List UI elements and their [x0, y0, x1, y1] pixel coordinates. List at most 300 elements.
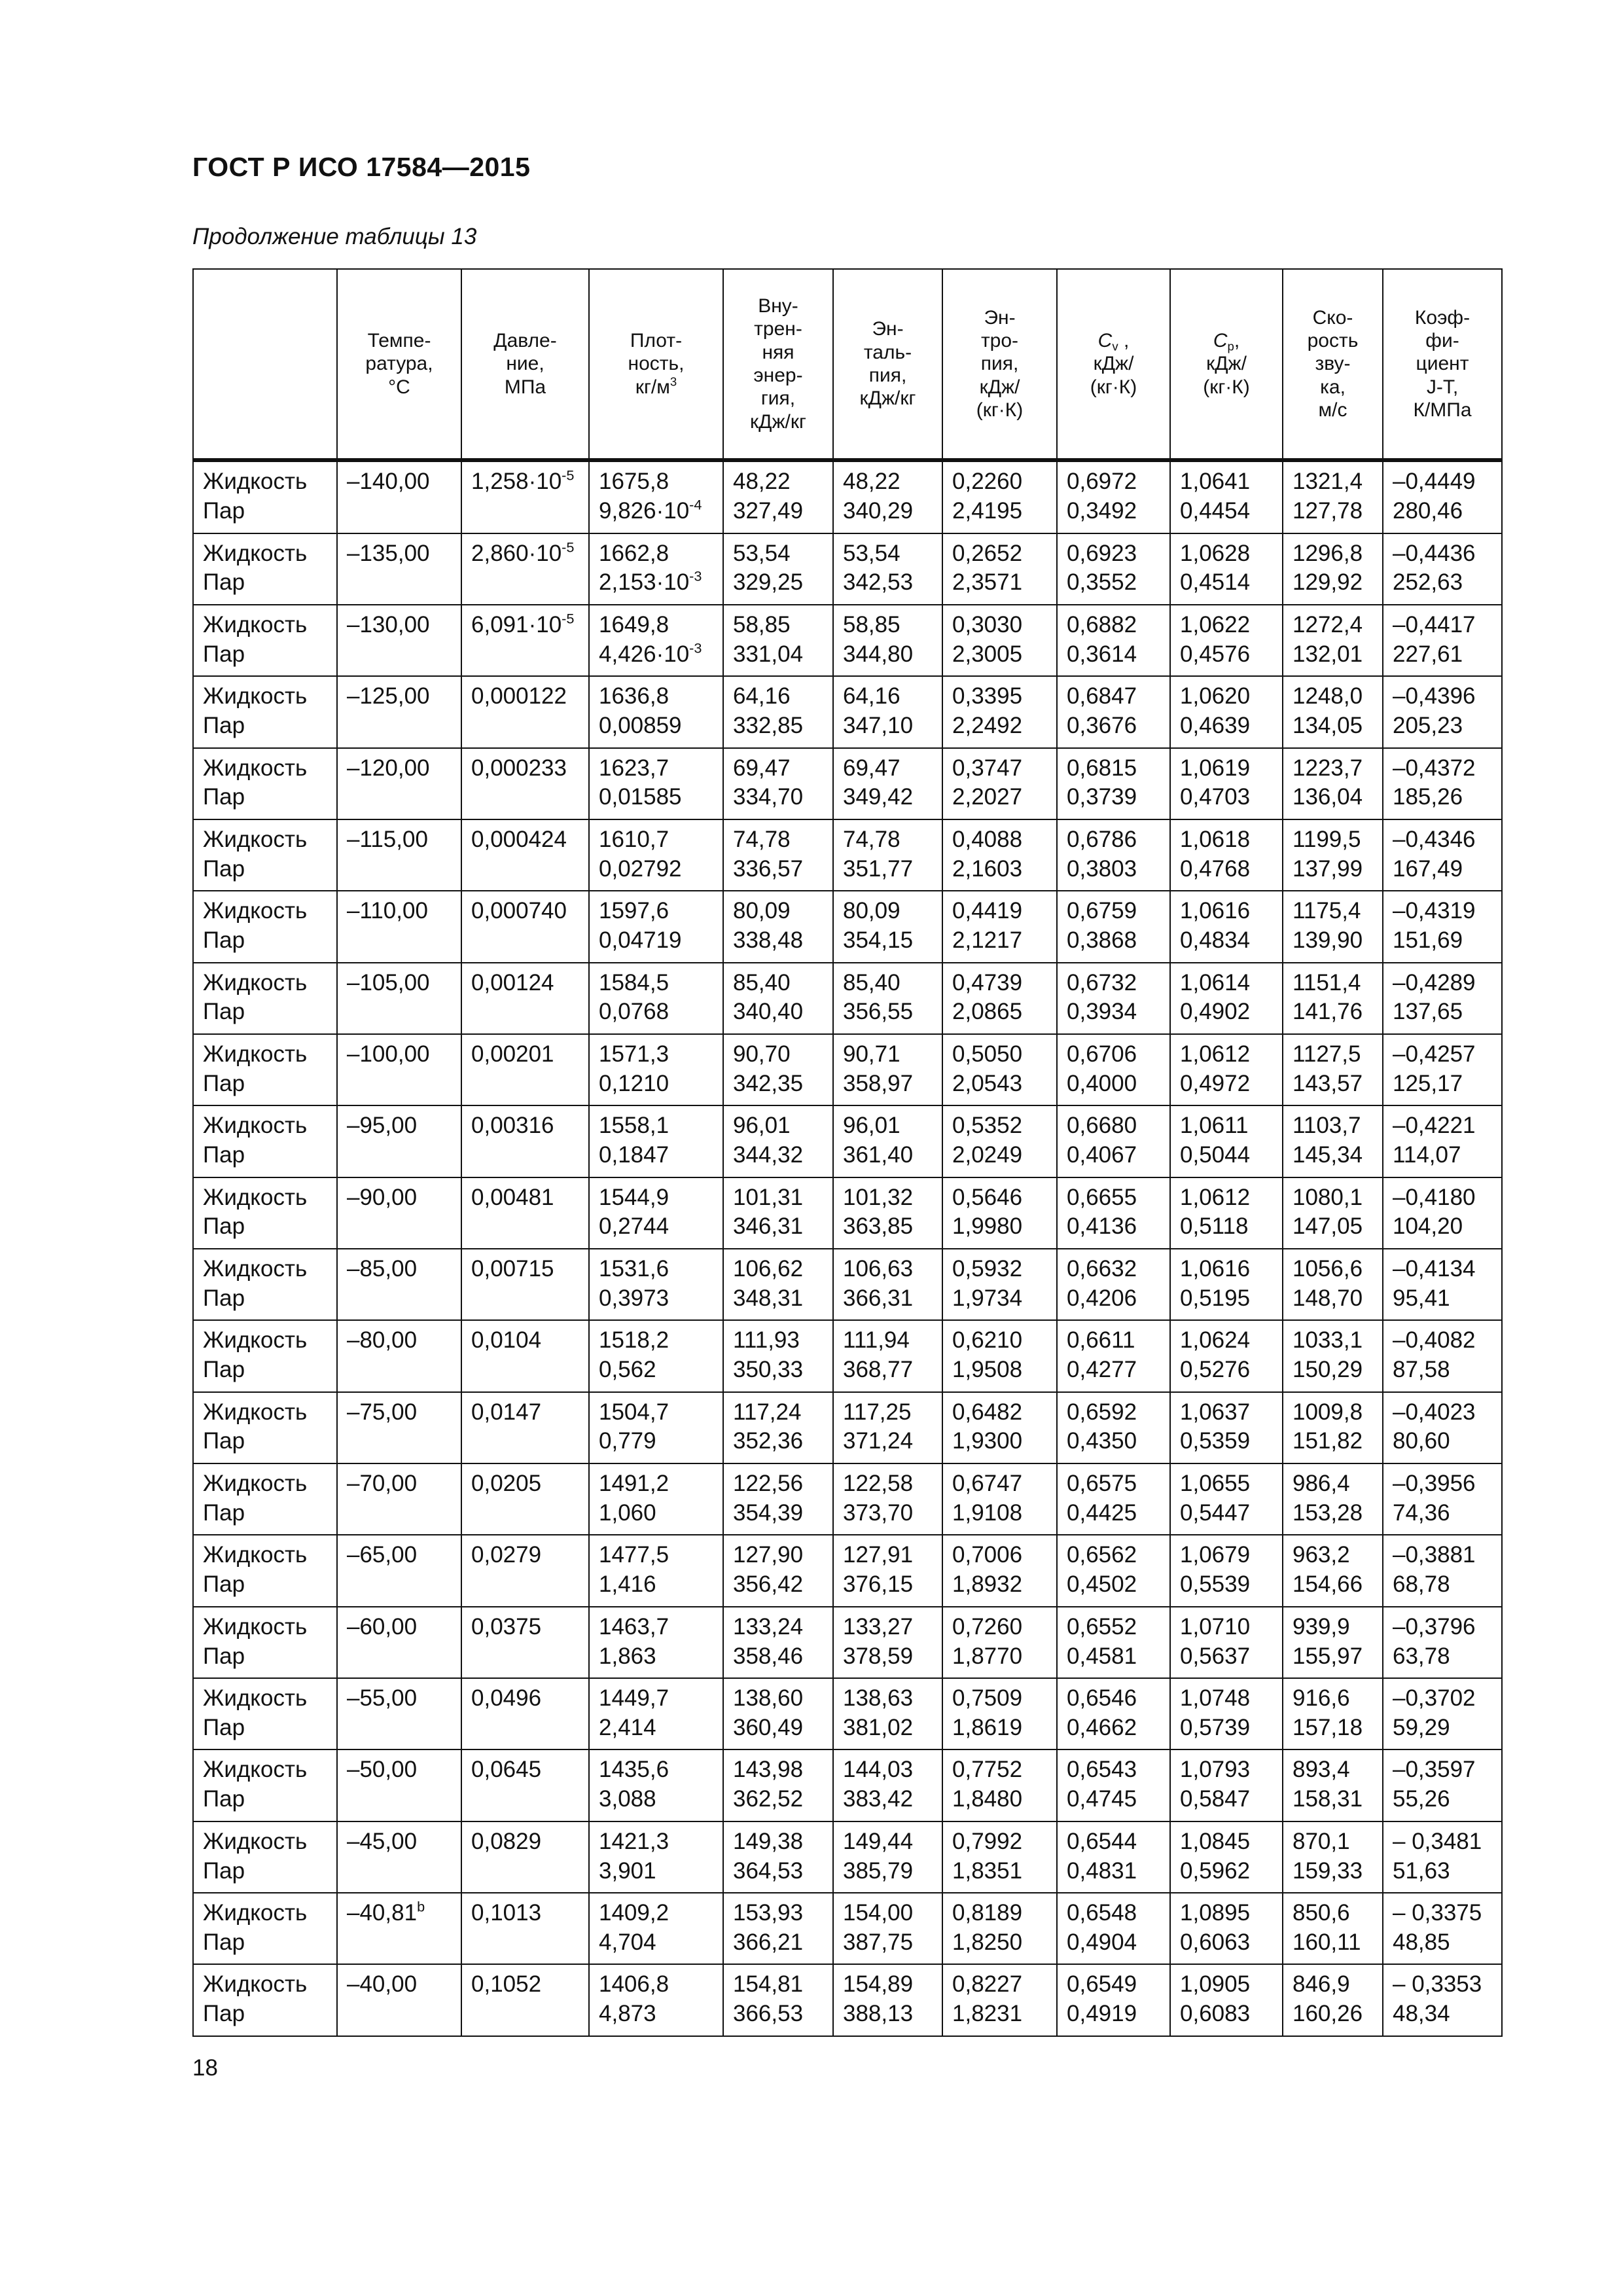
- enthalpy-liquid: 127,91: [843, 1542, 914, 1568]
- density-vapor: 0,1847: [599, 1142, 669, 1168]
- phase-liquid-label: Жидкость: [203, 540, 308, 566]
- entropy-liquid: 0,7006: [952, 1542, 1023, 1568]
- density-vapor: 0,1210: [599, 1070, 669, 1096]
- cv-vapor: 0,3552: [1067, 569, 1137, 596]
- pressure-value: 0,1052: [471, 1971, 542, 1998]
- cell-entropy: [942, 1177, 1057, 1249]
- phase-liquid-label: Жидкость: [203, 611, 308, 637]
- cp-vapor: 0,5359: [1180, 1428, 1251, 1454]
- cell-jt-coefficient: [1383, 605, 1502, 676]
- enthalpy-liquid: 85,40: [843, 969, 901, 996]
- jt-coefficient-vapor: 48,34: [1393, 2001, 1450, 2027]
- jt-coefficient-liquid: – 0,3375: [1393, 1900, 1482, 1926]
- header-symbol-suffix: ,: [1234, 329, 1240, 351]
- internal-energy-vapor: 329,25: [733, 569, 804, 596]
- cv-liquid: 0,6611: [1067, 1327, 1135, 1354]
- header-unit: кг/м: [635, 376, 670, 398]
- cell-pressure: [461, 819, 589, 891]
- internal-energy-vapor: 352,36: [733, 1428, 804, 1454]
- cell-jt-coefficient: [1383, 1821, 1502, 1893]
- cell-entropy: [942, 1105, 1057, 1177]
- internal-energy-liquid: 58,85: [733, 611, 791, 637]
- table-row: [193, 1607, 1502, 1678]
- phase-vapor-label: Пар: [203, 1285, 245, 1311]
- header-temperature: [337, 269, 461, 460]
- header-line: Коэф-: [1414, 306, 1471, 329]
- sound-speed-liquid: 1103,7: [1293, 1113, 1361, 1139]
- cell-entropy: [942, 676, 1057, 747]
- header-line: циент: [1416, 353, 1469, 375]
- cv-vapor: 0,4581: [1067, 1643, 1137, 1669]
- density-vapor: 0,0768: [599, 999, 669, 1025]
- temperature-footnote-mark: b: [417, 1898, 425, 1915]
- internal-energy-vapor: 338,48: [733, 927, 804, 954]
- cv-liquid: 0,6544: [1067, 1828, 1137, 1854]
- cell-internal-energy: [723, 533, 833, 605]
- sound-speed-vapor: 134,05: [1293, 713, 1363, 739]
- enthalpy-vapor: 363,85: [843, 1213, 914, 1240]
- cell-entropy: [942, 1964, 1057, 2036]
- internal-energy-vapor: 362,52: [733, 1786, 804, 1812]
- cp-liquid: 1,0641: [1180, 469, 1251, 494]
- table-row: [193, 1392, 1502, 1463]
- pressure-value-exponent: -5: [562, 539, 575, 556]
- cell-temperature: [337, 533, 461, 605]
- sound-speed-vapor: 139,90: [1293, 927, 1363, 954]
- enthalpy-vapor: 366,31: [843, 1285, 914, 1311]
- enthalpy-liquid: 48,22: [843, 469, 901, 494]
- table-caption: Продолжение таблицы 13: [192, 224, 477, 249]
- cell-entropy: [942, 891, 1057, 962]
- sound-speed-vapor: 155,97: [1293, 1643, 1363, 1669]
- cell-cp: [1170, 1034, 1283, 1105]
- cell-jt-coefficient: [1383, 1535, 1502, 1606]
- jt-coefficient-vapor: 205,23: [1393, 713, 1463, 739]
- cell-temperature: [337, 819, 461, 891]
- cell-sound-speed: [1283, 748, 1383, 819]
- phase-liquid-label: Жидкость: [203, 1613, 308, 1640]
- cell-density: [589, 819, 723, 891]
- header-line: пия,: [980, 353, 1019, 375]
- sound-speed-liquid: 1296,8: [1293, 540, 1363, 566]
- header-line: няя: [762, 341, 794, 363]
- sound-speed-liquid: 939,9: [1293, 1613, 1350, 1640]
- cell-phase: [193, 1821, 337, 1893]
- density-vapor: 3,088: [599, 1786, 656, 1812]
- cv-vapor: 0,4350: [1067, 1428, 1137, 1454]
- table-row: [193, 1964, 1502, 2036]
- cell-cp: [1170, 1463, 1283, 1535]
- cell-internal-energy: [723, 1535, 833, 1606]
- cell-sound-speed: [1283, 1607, 1383, 1678]
- temperature-value: –75,00: [347, 1399, 418, 1425]
- entropy-vapor: 2,0543: [952, 1070, 1023, 1096]
- density-liquid: 1662,8: [599, 540, 669, 566]
- cp-liquid: 1,0619: [1180, 755, 1251, 781]
- header-line: Плот-: [630, 329, 683, 351]
- internal-energy-vapor: 340,40: [733, 999, 804, 1025]
- internal-energy-liquid: 69,47: [733, 755, 791, 781]
- temperature-value: –125,00: [347, 683, 430, 709]
- cell-cv: [1057, 1964, 1170, 2036]
- jt-coefficient-liquid: – 0,3353: [1393, 1971, 1482, 1998]
- phase-vapor-label: Пар: [203, 1213, 245, 1240]
- jt-coefficient-vapor: 74,36: [1393, 1499, 1450, 1526]
- density-vapor: 0,779: [599, 1428, 656, 1454]
- cell-enthalpy: [833, 1749, 942, 1821]
- enthalpy-liquid: 154,89: [843, 1971, 914, 1998]
- cv-vapor: 0,4000: [1067, 1070, 1137, 1096]
- phase-liquid-label: Жидкость: [203, 1327, 308, 1354]
- header-entropy: [942, 269, 1057, 460]
- density-vapor: 0,00859: [599, 713, 682, 739]
- sound-speed-vapor: 150,29: [1293, 1357, 1363, 1383]
- sound-speed-vapor: 127,78: [1293, 497, 1363, 524]
- entropy-liquid: 0,5352: [952, 1113, 1023, 1139]
- enthalpy-vapor: 381,02: [843, 1714, 914, 1740]
- entropy-vapor: 1,8619: [952, 1714, 1023, 1740]
- cell-cv: [1057, 1463, 1170, 1535]
- phase-vapor-label: Пар: [203, 1786, 245, 1812]
- jt-coefficient-vapor: 87,58: [1393, 1357, 1450, 1383]
- sound-speed-liquid: 1127,5: [1293, 1041, 1361, 1067]
- cell-pressure: [461, 1535, 589, 1606]
- phase-vapor-label: Пар: [203, 641, 245, 667]
- cell-phase: [193, 1105, 337, 1177]
- density-vapor-mantissa: 4,426·10: [599, 641, 690, 667]
- header-line: МПа: [504, 376, 546, 398]
- internal-energy-liquid: 64,16: [733, 683, 791, 709]
- cell-internal-energy: [723, 748, 833, 819]
- pressure-value: 0,000424: [471, 826, 567, 852]
- cv-vapor: 0,4277: [1067, 1357, 1137, 1383]
- cell-enthalpy: [833, 1177, 942, 1249]
- enthalpy-vapor: 371,24: [843, 1428, 914, 1454]
- cell-jt-coefficient: [1383, 819, 1502, 891]
- cell-phase: [193, 1535, 337, 1606]
- density-liquid: 1610,7: [599, 826, 669, 852]
- header-symbol-line: [1060, 329, 1167, 352]
- cell-jt-coefficient: [1383, 748, 1502, 819]
- temperature-value: –120,00: [347, 755, 430, 781]
- table-row: [193, 963, 1502, 1034]
- cell-internal-energy: [723, 1821, 833, 1893]
- cell-cp: [1170, 533, 1283, 605]
- entropy-vapor: 1,8250: [952, 1929, 1023, 1955]
- cell-temperature: [337, 891, 461, 962]
- enthalpy-vapor: 373,70: [843, 1499, 914, 1526]
- enthalpy-liquid: 69,47: [843, 755, 901, 781]
- entropy-vapor: 1,8351: [952, 1857, 1023, 1884]
- cell-entropy: [942, 1320, 1057, 1391]
- cell-sound-speed: [1283, 533, 1383, 605]
- table-row: [193, 1105, 1502, 1177]
- entropy-liquid: 0,8189: [952, 1900, 1023, 1926]
- cell-temperature: [337, 963, 461, 1034]
- internal-energy-liquid: 90,70: [733, 1041, 791, 1067]
- table-row: [193, 891, 1502, 962]
- enthalpy-vapor: 344,80: [843, 641, 914, 667]
- cell-jt-coefficient: [1383, 533, 1502, 605]
- density-vapor-exponent: -3: [689, 639, 702, 656]
- cv-liquid: 0,6562: [1067, 1542, 1137, 1568]
- cv-liquid: 0,6882: [1067, 611, 1137, 637]
- sound-speed-liquid: 1033,1: [1293, 1327, 1363, 1354]
- cell-cp: [1170, 1177, 1283, 1249]
- jt-coefficient-liquid: –0,4396: [1393, 683, 1476, 709]
- enthalpy-liquid: 111,94: [843, 1327, 910, 1354]
- enthalpy-vapor: 361,40: [843, 1142, 914, 1168]
- cell-density: [589, 1535, 723, 1606]
- cell-enthalpy: [833, 1463, 942, 1535]
- header-line: Эн-: [872, 318, 904, 340]
- phase-vapor-label: Пар: [203, 927, 245, 954]
- cell-internal-energy: [723, 819, 833, 891]
- entropy-vapor: 2,2027: [952, 784, 1023, 810]
- jt-coefficient-vapor: 280,46: [1393, 497, 1463, 524]
- density-liquid: 1544,9: [599, 1184, 669, 1210]
- cell-density: [589, 1034, 723, 1105]
- cell-enthalpy: [833, 1105, 942, 1177]
- density-liquid: 1558,1: [599, 1113, 669, 1139]
- cell-cp: [1170, 1821, 1283, 1893]
- phase-vapor-label: Пар: [203, 999, 245, 1025]
- jt-coefficient-vapor: 51,63: [1393, 1857, 1450, 1884]
- cp-vapor: 0,5539: [1180, 1571, 1251, 1598]
- jt-coefficient-liquid: –0,4221: [1393, 1113, 1476, 1139]
- sound-speed-vapor: 160,11: [1293, 1929, 1361, 1955]
- cell-entropy: [942, 605, 1057, 676]
- cv-vapor: 0,3868: [1067, 927, 1137, 954]
- temperature-value: –110,00: [347, 898, 428, 924]
- cp-liquid: 1,0679: [1180, 1542, 1251, 1568]
- cell-cp: [1170, 1893, 1283, 1964]
- cp-vapor: 0,5195: [1180, 1285, 1251, 1311]
- sound-speed-vapor: 143,57: [1293, 1070, 1363, 1096]
- cell-internal-energy: [723, 1893, 833, 1964]
- internal-energy-vapor: 334,70: [733, 784, 804, 810]
- temperature-value: –100,00: [347, 1041, 430, 1067]
- cell-phase: [193, 748, 337, 819]
- cell-sound-speed: [1283, 1249, 1383, 1320]
- sound-speed-vapor: 148,70: [1293, 1285, 1363, 1311]
- cell-phase: [193, 963, 337, 1034]
- jt-coefficient-liquid: – 0,3481: [1393, 1828, 1482, 1854]
- density-vapor: 2,414: [599, 1714, 656, 1740]
- cell-phase: [193, 1463, 337, 1535]
- jt-coefficient-vapor: 167,49: [1393, 855, 1463, 882]
- density-vapor: 1,863: [599, 1643, 656, 1669]
- phase-vapor-label: Пар: [203, 1357, 245, 1383]
- jt-coefficient-liquid: –0,4257: [1393, 1041, 1476, 1067]
- cp-liquid: 1,0620: [1180, 683, 1251, 709]
- cv-vapor: 0,3614: [1067, 641, 1137, 667]
- cell-jt-coefficient: [1383, 1034, 1502, 1105]
- phase-liquid-label: Жидкость: [203, 1757, 308, 1783]
- entropy-vapor: 2,0865: [952, 999, 1023, 1025]
- sound-speed-vapor: 159,33: [1293, 1857, 1363, 1884]
- cell-sound-speed: [1283, 1320, 1383, 1391]
- cell-temperature: [337, 1607, 461, 1678]
- enthalpy-vapor: 376,15: [843, 1571, 914, 1598]
- cell-cp: [1170, 1607, 1283, 1678]
- cell-pressure: [461, 460, 589, 533]
- cp-vapor: 0,5962: [1180, 1857, 1251, 1884]
- cell-sound-speed: [1283, 819, 1383, 891]
- density-vapor: 0,562: [599, 1357, 656, 1383]
- cell-entropy: [942, 1893, 1057, 1964]
- cp-liquid: 1,0637: [1180, 1399, 1251, 1425]
- cell-sound-speed: [1283, 1105, 1383, 1177]
- sound-speed-liquid: 1272,4: [1293, 611, 1363, 637]
- density-liquid: 1571,3: [599, 1041, 669, 1067]
- cell-enthalpy: [833, 1535, 942, 1606]
- header-line: кДж/: [1093, 353, 1134, 375]
- enthalpy-liquid: 117,25: [843, 1399, 912, 1425]
- table-row: [193, 1535, 1502, 1606]
- jt-coefficient-vapor: 68,78: [1393, 1571, 1450, 1598]
- entropy-liquid: 0,7992: [952, 1828, 1023, 1854]
- pressure-value-mantissa: 1,258·10: [471, 469, 562, 494]
- density-liquid: 1518,2: [599, 1327, 669, 1354]
- internal-energy-liquid: 133,24: [733, 1613, 804, 1640]
- cell-entropy: [942, 963, 1057, 1034]
- phase-liquid-label: Жидкость: [203, 1971, 308, 1998]
- density-liquid: 1597,6: [599, 898, 669, 924]
- cell-cv: [1057, 676, 1170, 747]
- phase-vapor-label: Пар: [203, 784, 245, 810]
- sound-speed-liquid: 963,2: [1293, 1542, 1350, 1568]
- temperature-value: –40,00: [347, 1971, 418, 1998]
- temperature-value: –115,00: [347, 826, 428, 852]
- cell-cp: [1170, 605, 1283, 676]
- cell-jt-coefficient: [1383, 1463, 1502, 1535]
- cell-temperature: [337, 1177, 461, 1249]
- header-line: кДж/: [1206, 353, 1247, 375]
- pressure-value: 0,00316: [471, 1113, 554, 1139]
- cp-liquid: 1,0895: [1180, 1900, 1251, 1926]
- temperature-value: –60,00: [347, 1613, 418, 1640]
- cell-pressure: [461, 963, 589, 1034]
- cell-temperature: [337, 748, 461, 819]
- pressure-value: 0,0279: [471, 1542, 542, 1568]
- cell-cp: [1170, 1392, 1283, 1463]
- cv-liquid: 0,6546: [1067, 1685, 1137, 1712]
- jt-coefficient-liquid: –0,3881: [1393, 1542, 1476, 1568]
- cell-phase: [193, 891, 337, 962]
- cell-phase: [193, 1678, 337, 1749]
- cp-liquid: 1,0710: [1180, 1613, 1251, 1640]
- header-line: энер-: [753, 365, 803, 386]
- header-line: Ско-: [1312, 306, 1353, 329]
- density-vapor: 4,873: [599, 2001, 656, 2027]
- cp-vapor: 0,4902: [1180, 999, 1251, 1025]
- table-row: [193, 1034, 1502, 1105]
- jt-coefficient-liquid: –0,4346: [1393, 826, 1476, 852]
- cv-liquid: 0,6543: [1067, 1757, 1137, 1783]
- phase-vapor-label: Пар: [203, 1142, 245, 1168]
- header-line: фи-: [1425, 329, 1459, 351]
- header-symbol: C: [1213, 329, 1228, 351]
- jt-coefficient-liquid: –0,3702: [1393, 1685, 1476, 1712]
- header-line: рость: [1307, 329, 1359, 351]
- cell-phase: [193, 1893, 337, 1964]
- temperature-value: –40,81: [347, 1900, 418, 1926]
- jt-coefficient-liquid: –0,4134: [1393, 1255, 1476, 1282]
- cell-phase: [193, 1249, 337, 1320]
- density-liquid: 1463,7: [599, 1613, 669, 1640]
- jt-coefficient-liquid: –0,4417: [1393, 611, 1476, 637]
- cell-temperature: [337, 1392, 461, 1463]
- header-line: пия,: [868, 365, 907, 386]
- cell-density: [589, 605, 723, 676]
- sound-speed-liquid: 1321,4: [1293, 469, 1363, 494]
- cell-sound-speed: [1283, 1177, 1383, 1249]
- cell-enthalpy: [833, 1320, 942, 1391]
- internal-energy-vapor: 350,33: [733, 1357, 804, 1383]
- jt-coefficient-vapor: 227,61: [1393, 641, 1463, 667]
- jt-coefficient-vapor: 114,07: [1393, 1142, 1461, 1168]
- pressure-value-mantissa: 6,091·10: [471, 611, 562, 637]
- cv-liquid: 0,6786: [1067, 826, 1137, 852]
- enthalpy-liquid: 149,44: [843, 1828, 914, 1854]
- jt-coefficient-vapor: 104,20: [1393, 1213, 1463, 1240]
- phase-vapor-label: Пар: [203, 2001, 245, 2027]
- pressure-value: 0,0496: [471, 1685, 542, 1712]
- internal-energy-liquid: 149,38: [733, 1828, 804, 1854]
- enthalpy-liquid: 106,63: [843, 1255, 914, 1282]
- internal-energy-liquid: 48,22: [733, 469, 791, 494]
- internal-energy-liquid: 127,90: [733, 1542, 804, 1568]
- cell-pressure: [461, 1249, 589, 1320]
- entropy-liquid: 0,7509: [952, 1685, 1023, 1712]
- enthalpy-vapor: 354,15: [843, 927, 914, 954]
- enthalpy-liquid: 53,54: [843, 540, 901, 566]
- header-line: м/с: [1318, 399, 1347, 422]
- cell-temperature: [337, 1105, 461, 1177]
- cell-internal-energy: [723, 1177, 833, 1249]
- cp-vapor: 0,4768: [1180, 855, 1251, 882]
- temperature-value: –95,00: [347, 1113, 418, 1139]
- cell-phase: [193, 1607, 337, 1678]
- header-symbol: C: [1097, 329, 1113, 351]
- temperature-value: –85,00: [347, 1255, 418, 1282]
- cv-liquid: 0,6706: [1067, 1041, 1137, 1067]
- cell-internal-energy: [723, 676, 833, 747]
- sound-speed-liquid: 1056,6: [1293, 1255, 1363, 1282]
- cp-vapor: 0,6083: [1180, 2001, 1251, 2027]
- cell-temperature: [337, 1964, 461, 2036]
- header-line: ность,: [628, 353, 685, 375]
- cell-cp: [1170, 676, 1283, 747]
- table-row: [193, 1678, 1502, 1749]
- cv-liquid: 0,6732: [1067, 969, 1137, 996]
- header-line: кДж/: [979, 376, 1020, 398]
- internal-energy-liquid: 101,31: [733, 1184, 804, 1210]
- phase-liquid-label: Жидкость: [203, 1471, 308, 1497]
- cell-jt-coefficient: [1383, 460, 1502, 533]
- cp-vapor: 0,4972: [1180, 1070, 1251, 1096]
- cell-density: [589, 1964, 723, 2036]
- header-symbol-suffix: ,: [1118, 329, 1130, 351]
- header-line: ка,: [1320, 376, 1346, 398]
- entropy-vapor: 1,9300: [952, 1428, 1023, 1454]
- entropy-liquid: 0,4088: [952, 826, 1023, 852]
- table-row: [193, 1821, 1502, 1893]
- cell-entropy: [942, 1463, 1057, 1535]
- cell-cp: [1170, 748, 1283, 819]
- phase-vapor-label: Пар: [203, 1070, 245, 1096]
